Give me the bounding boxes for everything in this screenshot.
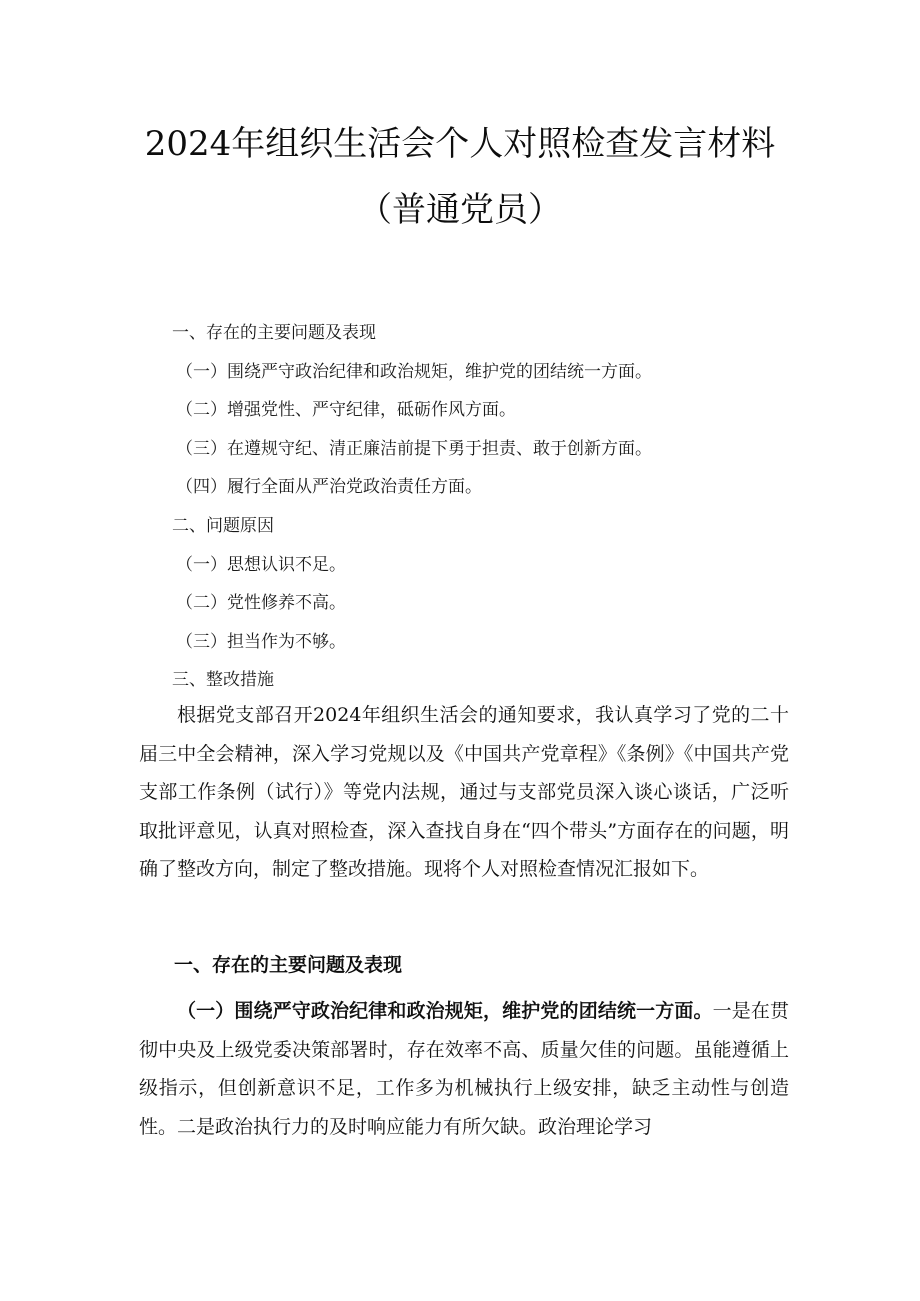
section1-paragraph-block: [139, 992, 789, 1146]
outline-item: （一）思想认识不足。: [176, 554, 346, 575]
outline-item: 二、问题原因: [172, 515, 274, 536]
document-subtitle: （普通党员）: [358, 190, 562, 230]
section1-heading: 一、存在的主要问题及表现: [174, 954, 403, 976]
section1-item1-heading: （一）围绕严守政治纪律和政治规矩，维护党的团结统一方面。: [177, 1000, 713, 1022]
intro-paragraph-block: [139, 696, 789, 889]
outline-item: （三）担当作为不够。: [176, 631, 346, 652]
outline-item: （一）围绕严守政治纪律和政治规矩，维护党的团结统一方面。: [176, 361, 652, 382]
outline-item: （三）在遵规守纪、清正廉洁前提下勇于担责、敢于创新方面。: [176, 438, 652, 459]
outline-item: （四）履行全面从严治党政治责任方面。: [176, 477, 482, 498]
outline-item: （二）党性修养不高。: [176, 593, 346, 614]
outline-item: 一、存在的主要问题及表现: [172, 323, 376, 343]
section1-item1-text: 一是在贯彻中央及上级党委决策部署时，存在效率不高、质量欠佳的问题。虽能遵循上级指示，但创新意识不足，工作多为机械执行上级安排，缺乏主动性与创造性。二是政治执行力的及时响应能力有所欠缺。政治理论学习: [139, 1000, 789, 1138]
outline-item: （二）增强党性、严守纪律，砥砺作风方面。: [176, 400, 516, 421]
outline-list: [172, 320, 812, 706]
section1-paragraph: [139, 992, 789, 1146]
document-title: 2024年组织生活会个人对照检查发言材料: [144, 124, 776, 164]
intro-paragraph: 根据党支部召开2024年组织生活会的通知要求，我认真学习了党的二十届三中全会精神，深入学习党规以及《中国共产党章程》《条例》《中国共产党支部工作条例（试行）》等党内法规，通过与支部党员深入谈心谈话，广泛听取批评意见，认真对照检查，深入查找自身在“四个带头”方面存在的问题，明确了整改方向，制定了整改措施。现将个人对照检查情况汇报如下。: [139, 704, 789, 880]
outline-item: 三、整改措施: [172, 670, 274, 691]
